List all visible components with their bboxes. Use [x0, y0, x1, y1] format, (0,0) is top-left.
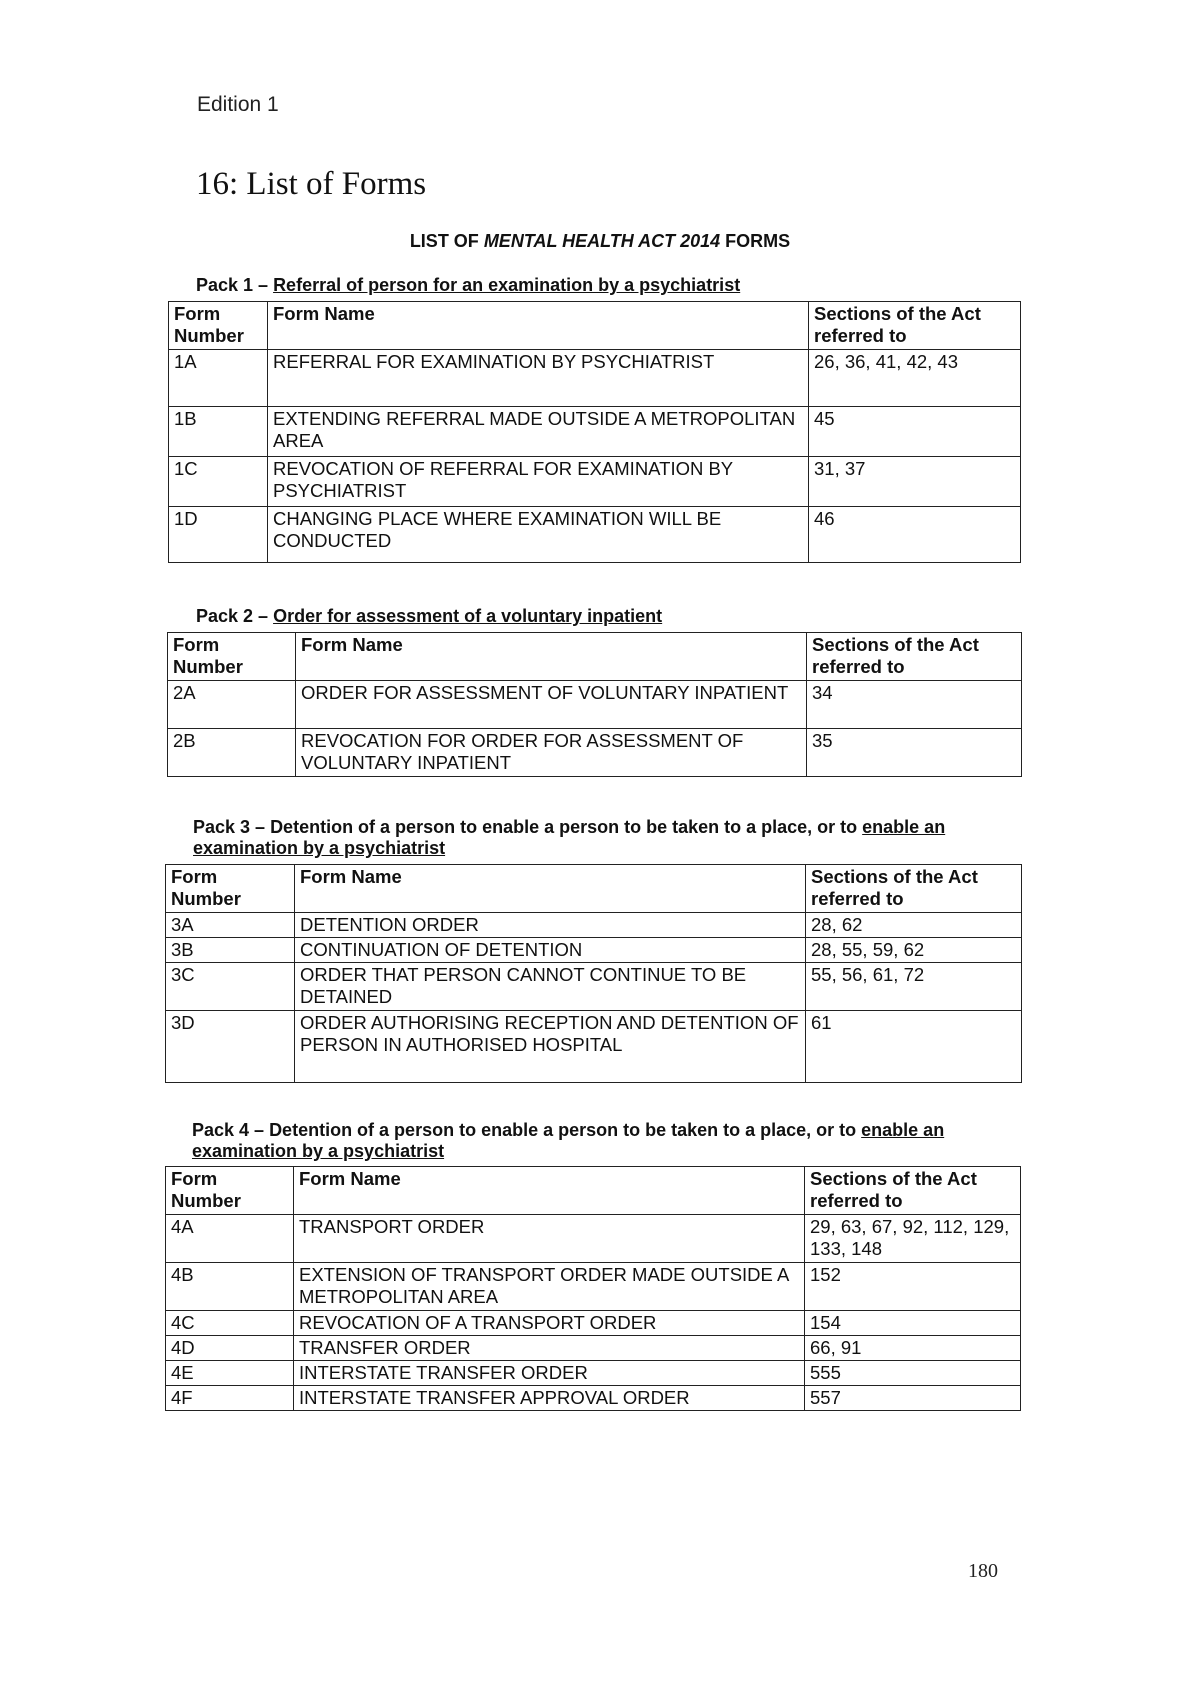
column-header-sections: Sections of the Act referred to [807, 633, 1022, 681]
table-row [166, 1361, 1021, 1386]
form-number-cell: 4B [166, 1263, 294, 1311]
table-row [166, 963, 1022, 1011]
form-name-cell: INTERSTATE TRANSFER APPROVAL ORDER [294, 1386, 805, 1411]
pack-1-table [168, 301, 1021, 563]
pack-3-heading-prefix: Pack 3 – Detention of a person to enable a person to be taken to a place, or to [193, 817, 863, 837]
sections-cell: 28, 55, 59, 62 [806, 938, 1022, 963]
page-number: 180 [968, 1560, 998, 1582]
pack-3-heading-underlined: enable an examination by a psychiatrist [193, 817, 946, 858]
table-header-row [166, 865, 1022, 913]
table-row [166, 913, 1022, 938]
form-name-cell: REVOCATION FOR ORDER FOR ASSESSMENT OF VOLUNTARY INPATIENT [296, 729, 807, 777]
form-name-cell: TRANSFER ORDER [294, 1336, 805, 1361]
pack-2-table [167, 632, 1022, 777]
table-header-row [168, 633, 1022, 681]
pack-1-heading-prefix: Pack 1 – [196, 275, 274, 295]
sections-cell: 29, 63, 67, 92, 112, 129, 133, 148 [805, 1215, 1021, 1263]
pack-1-heading [196, 275, 956, 296]
sections-cell: 55, 56, 61, 72 [806, 963, 1022, 1011]
form-name-cell: REVOCATION OF REFERRAL FOR EXAMINATION BY PSYCHIATRIST [268, 457, 809, 507]
sections-cell: 34 [807, 681, 1022, 729]
table-row [169, 407, 1021, 457]
sections-cell: 45 [809, 407, 1021, 457]
pack-4-heading-underlined: enable an examination by a psychiatrist [192, 1120, 945, 1161]
form-number-cell: 1C [169, 457, 268, 507]
pack-4-heading [192, 1120, 982, 1162]
column-header-form-number: Form Number [169, 302, 268, 350]
form-number-cell: 1B [169, 407, 268, 457]
sections-cell: 555 [805, 1361, 1021, 1386]
table-row [166, 1386, 1021, 1411]
sections-cell: 154 [805, 1311, 1021, 1336]
form-name-cell: EXTENSION OF TRANSPORT ORDER MADE OUTSIDE A METROPOLITAN AREA [294, 1263, 805, 1311]
form-name-cell: EXTENDING REFERRAL MADE OUTSIDE A METROPOLITAN AREA [268, 407, 809, 457]
sections-cell: 46 [809, 507, 1021, 563]
sections-cell: 31, 37 [809, 457, 1021, 507]
table-row [168, 681, 1022, 729]
column-header-form-name: Form Name [295, 865, 806, 913]
subtitle-prefix: LIST OF [409, 231, 484, 251]
form-name-cell: CONTINUATION OF DETENTION [295, 938, 806, 963]
sections-cell: 28, 62 [806, 913, 1022, 938]
table-header-row [166, 1167, 1021, 1215]
form-number-cell: 4F [166, 1386, 294, 1411]
column-header-form-name: Form Name [294, 1167, 805, 1215]
pack-3-table [165, 864, 1022, 1083]
column-header-form-name: Form Name [296, 633, 807, 681]
column-header-form-number: Form Number [166, 1167, 294, 1215]
form-number-cell: 3A [166, 913, 295, 938]
form-name-cell: ORDER AUTHORISING RECEPTION AND DETENTION OF PERSON IN AUTHORISED HOSPITAL [295, 1011, 806, 1083]
table-row [166, 938, 1022, 963]
form-name-cell: REVOCATION OF A TRANSPORT ORDER [294, 1311, 805, 1336]
document-subtitle [0, 231, 1200, 252]
table-row [166, 1215, 1021, 1263]
pack-4-table [165, 1166, 1021, 1411]
column-header-sections: Sections of the Act referred to [805, 1167, 1021, 1215]
pack-1-heading-underlined: Referral of person for an examination by a psychiatrist [273, 275, 741, 295]
edition-label: Edition 1 [197, 93, 279, 116]
table-row [169, 507, 1021, 563]
form-name-cell: INTERSTATE TRANSFER ORDER [294, 1361, 805, 1386]
column-header-sections: Sections of the Act referred to [806, 865, 1022, 913]
form-number-cell: 1A [169, 350, 268, 407]
form-name-cell: ORDER THAT PERSON CANNOT CONTINUE TO BE DETAINED [295, 963, 806, 1011]
form-number-cell: 3D [166, 1011, 295, 1083]
form-name-cell: REFERRAL FOR EXAMINATION BY PSYCHIATRIST [268, 350, 809, 407]
pack-3-heading [193, 817, 983, 859]
table-row [169, 457, 1021, 507]
form-number-cell: 1D [169, 507, 268, 563]
form-number-cell: 3C [166, 963, 295, 1011]
sections-cell: 35 [807, 729, 1022, 777]
sections-cell: 152 [805, 1263, 1021, 1311]
column-header-form-number: Form Number [166, 865, 295, 913]
form-number-cell: 4C [166, 1311, 294, 1336]
table-row [169, 350, 1021, 407]
column-header-form-name: Form Name [268, 302, 809, 350]
sections-cell: 61 [806, 1011, 1022, 1083]
form-number-cell: 2B [168, 729, 296, 777]
column-header-form-number: Form Number [168, 633, 296, 681]
form-name-cell: DETENTION ORDER [295, 913, 806, 938]
subtitle-act-name: MENTAL HEALTH ACT 2014 [483, 231, 721, 251]
page-title: 16: List of Forms [196, 166, 427, 202]
sections-cell: 557 [805, 1386, 1021, 1411]
pack-4-heading-prefix: Pack 4 – Detention of a person to enable a person to be taken to a place, or to [192, 1120, 862, 1140]
sections-cell: 66, 91 [805, 1336, 1021, 1361]
table-row [166, 1336, 1021, 1361]
subtitle-suffix: FORMS [720, 231, 791, 251]
form-number-cell: 4E [166, 1361, 294, 1386]
form-number-cell: 3B [166, 938, 295, 963]
form-number-cell: 2A [168, 681, 296, 729]
form-name-cell: TRANSPORT ORDER [294, 1215, 805, 1263]
pack-2-heading-prefix: Pack 2 – [196, 606, 274, 626]
form-name-cell: ORDER FOR ASSESSMENT OF VOLUNTARY INPATIENT [296, 681, 807, 729]
table-header-row [169, 302, 1021, 350]
pack-2-heading [196, 606, 956, 627]
column-header-sections: Sections of the Act referred to [809, 302, 1021, 350]
sections-cell: 26, 36, 41, 42, 43 [809, 350, 1021, 407]
table-row [166, 1311, 1021, 1336]
form-number-cell: 4D [166, 1336, 294, 1361]
pack-2-heading-underlined: Order for assessment of a voluntary inpatient [273, 606, 663, 626]
form-name-cell: CHANGING PLACE WHERE EXAMINATION WILL BE CONDUCTED [268, 507, 809, 563]
table-row [166, 1011, 1022, 1083]
table-row [166, 1263, 1021, 1311]
form-number-cell: 4A [166, 1215, 294, 1263]
table-row [168, 729, 1022, 777]
